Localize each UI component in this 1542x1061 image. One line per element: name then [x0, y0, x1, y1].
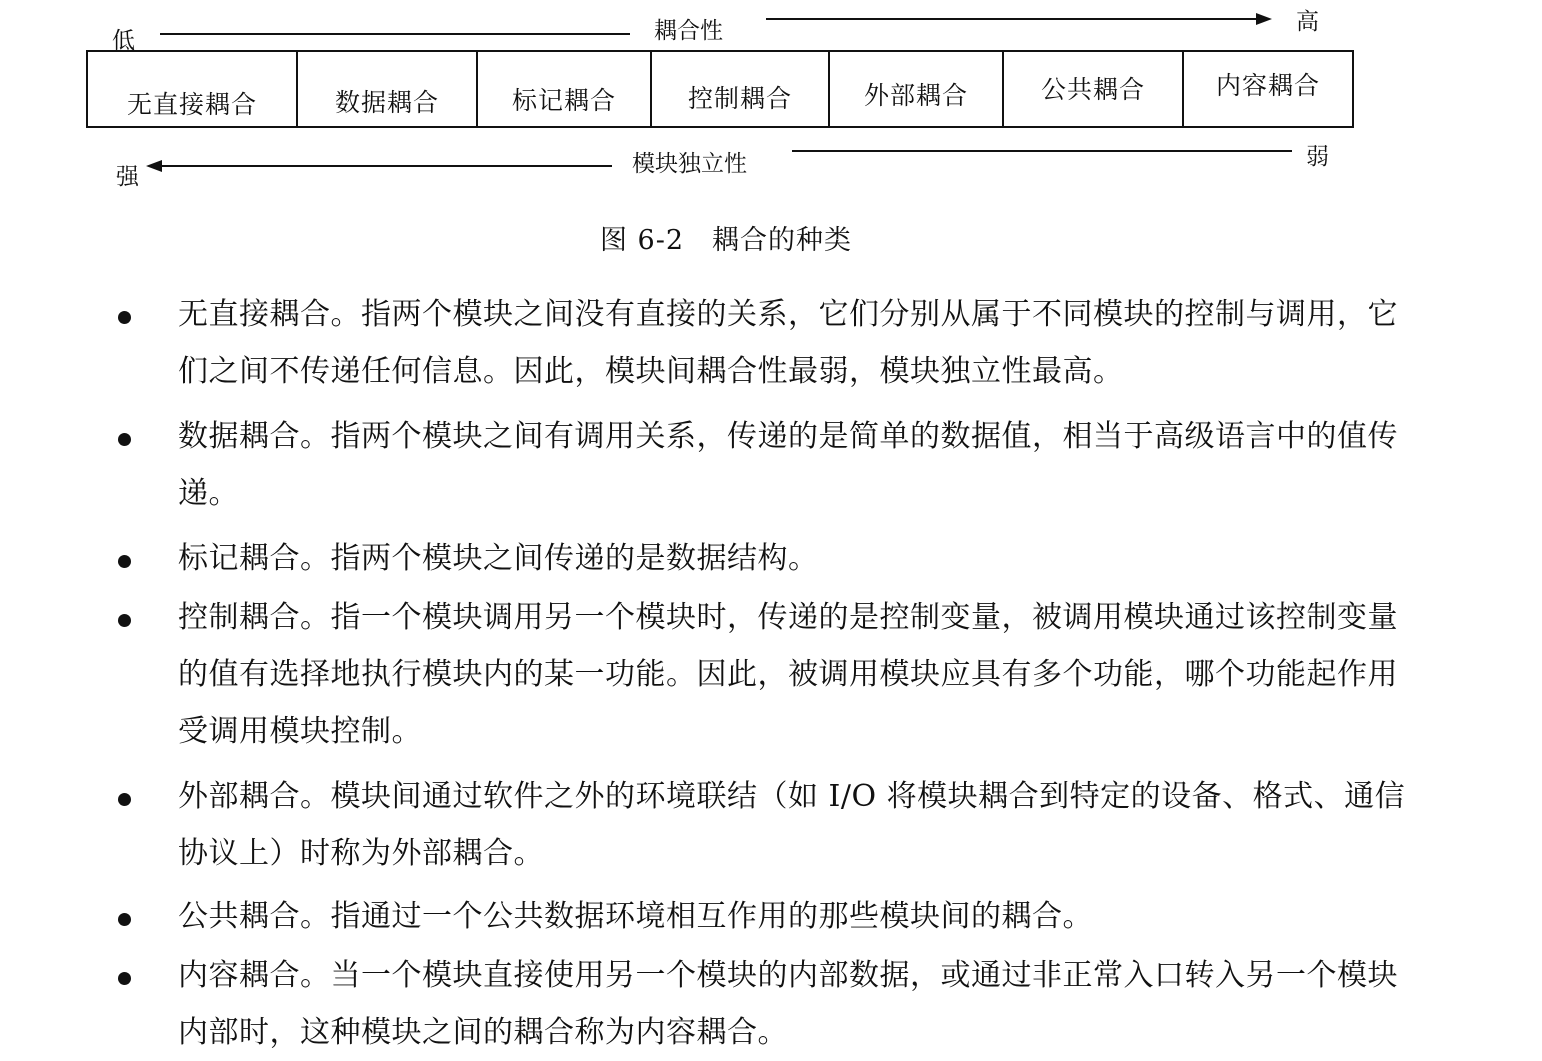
coupling-figure — [0, 0, 1542, 270]
coupling-axis-title: 耦合性 — [654, 18, 723, 44]
coupling-type-cell: 外部耦合 — [830, 52, 1004, 126]
list-item — [0, 888, 1542, 945]
list-item — [0, 589, 1542, 760]
list-item-text: 外部耦合。模块间通过软件之外的环境联结（如 I/O 将模块耦合到特定的设备、格式、通信协议上）时称为外部耦合。 — [178, 779, 1406, 871]
bullet-icon — [118, 793, 131, 806]
coupling-high-label: 高 — [1296, 9, 1319, 35]
figure-caption: 图 6-2 耦合的种类 — [599, 225, 853, 256]
list-item — [0, 768, 1542, 882]
independence-axis-line-right — [792, 150, 1292, 152]
list-item — [0, 947, 1542, 1061]
independence-axis-line-left — [160, 165, 612, 167]
independence-strong-label: 强 — [116, 164, 139, 190]
list-item — [0, 530, 1542, 587]
bullet-icon — [118, 913, 131, 926]
independence-axis-title: 模块独立性 — [632, 151, 747, 177]
list-item-text: 控制耦合。指一个模块调用另一个模块时，传递的是控制变量，被调用模块通过该控制变量的值有选择地执行模块内的某一功能。因此，被调用模块应具有多个功能，哪个功能起作用受调用模块控制。 — [178, 600, 1398, 749]
coupling-definition-list — [0, 286, 1542, 1061]
coupling-type-cell: 内容耦合 — [1215, 71, 1320, 100]
list-item-text: 数据耦合。指两个模块之间有调用关系，传递的是简单的数据值，相当于高级语言中的值传递。 — [178, 419, 1398, 511]
coupling-low-label: 低 — [112, 28, 135, 54]
list-item-text: 公共耦合。指通过一个公共数据环境相互作用的那些模块间的耦合。 — [178, 899, 1093, 934]
list-item-text: 内容耦合。当一个模块直接使用另一个模块的内部数据，或通过非正常入口转入另一个模块内部时，这种模块之间的耦合称为内容耦合。 — [178, 958, 1398, 1050]
coupling-type-cell: 控制耦合 — [652, 52, 830, 126]
coupling-types-row — [86, 50, 1354, 128]
arrow-right-icon — [1256, 13, 1272, 25]
coupling-type-cell: 无直接耦合 — [88, 52, 298, 126]
coupling-axis-line-left — [160, 33, 630, 35]
coupling-type-cell: 数据耦合 — [298, 52, 478, 126]
list-item — [0, 286, 1542, 400]
bullet-icon — [118, 433, 131, 446]
coupling-axis-line-right — [766, 18, 1258, 20]
list-item-text: 无直接耦合。指两个模块之间没有直接的关系，它们分别从属于不同模块的控制与调用，它们之间不传递任何信息。因此，模块间耦合性最弱，模块独立性最高。 — [178, 297, 1398, 389]
coupling-type-cell: 公共耦合 — [1004, 52, 1184, 126]
bullet-icon — [118, 555, 131, 568]
bullet-icon — [118, 972, 131, 985]
list-item-text: 标记耦合。指两个模块之间传递的是数据结构。 — [178, 541, 819, 576]
coupling-type-cell: 标记耦合 — [478, 52, 652, 126]
bullet-icon — [118, 614, 131, 627]
independence-weak-label: 弱 — [1306, 144, 1329, 170]
list-item — [0, 408, 1542, 522]
bullet-icon — [118, 311, 131, 324]
